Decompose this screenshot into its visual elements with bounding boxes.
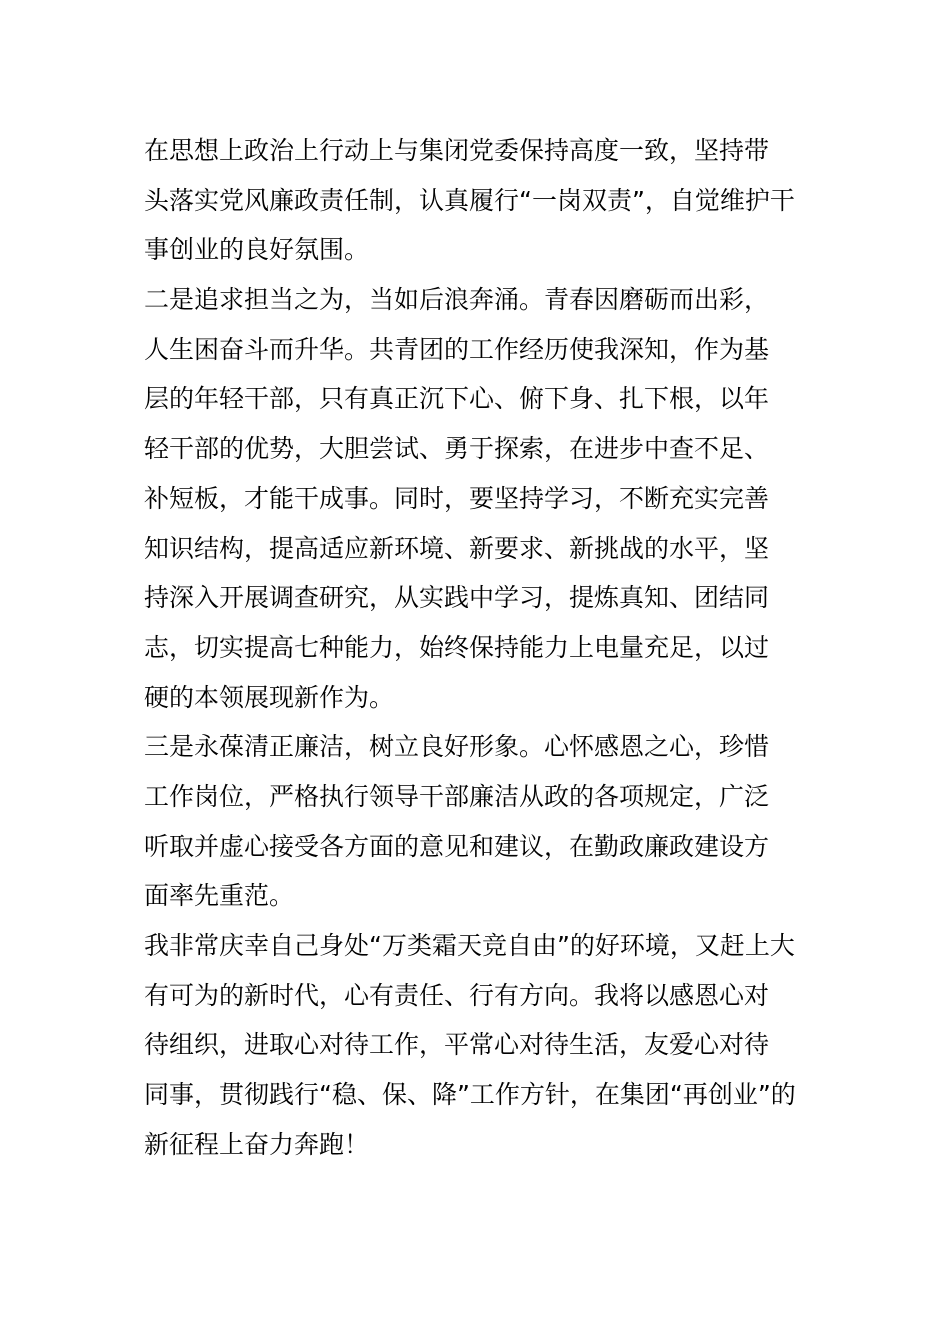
text-line: 补短板，才能干成事。同时，要坚持学习，不断充实完善 <box>144 483 770 513</box>
text-line: 工作岗位，严格执行领导干部廉洁从政的各项规定，广泛 <box>144 781 770 811</box>
text-line: 硬的本领展现新作为。 <box>144 682 395 712</box>
text-line: 三是永葆清正廉洁，树立良好形象。心怀感恩之心，珍惜 <box>144 732 770 762</box>
text-line: 二是追求担当之为，当如后浪奔涌。青春因磨砺而出彩， <box>144 285 770 315</box>
text-line: 志，切实提高七种能力，始终保持能力上电量充足，以过 <box>144 632 770 662</box>
text-line: 头落实党风廉政责任制，认真履行“一岗双责”，自觉维护干 <box>144 185 795 215</box>
text-line: 有可为的新时代，心有责任、行有方向。我将以感恩心对 <box>144 980 770 1010</box>
text-line: 新征程上奋力奔跑！ <box>144 1129 370 1159</box>
text-line: 在思想上政治上行动上与集闭党委保持高度一致，坚持带 <box>144 136 770 165</box>
text-line: 听取并虚心接受各方面的意见和建议，在勤政廉政建设方 <box>144 831 770 861</box>
text-line: 持深入开展调查研究，从实践中学习，提炼真知、团结同 <box>144 583 770 613</box>
document-body <box>144 126 810 1169</box>
text-line: 面率先重范。 <box>144 881 295 911</box>
text-line: 层的年轻干部，只有真正沉下心、俯下身、扎下根，以年 <box>144 384 770 414</box>
text-line: 同事，贯彻践行“稳、保、降”工作方针，在集团“再创业”的 <box>144 1080 796 1110</box>
text-line: 人生困奋斗而升华。共青团的工作经历使我深知，作为基 <box>144 334 770 364</box>
text-line: 知识结构，提高适应新环境、新要求、新挑战的水平，坚 <box>144 533 770 563</box>
text-line: 待组织，进取心对待工作，平常心对待生活，友爱心对待 <box>144 1030 770 1060</box>
text-line: 轻干部的优势，大胆尝试、勇于探索，在进步中查不足、 <box>144 434 770 464</box>
text-line: 我非常庆幸自己身处“万类霜天竞自由”的好环境，又赶上大 <box>144 931 795 960</box>
text-line: 事创业的良好氛围。 <box>144 235 370 265</box>
